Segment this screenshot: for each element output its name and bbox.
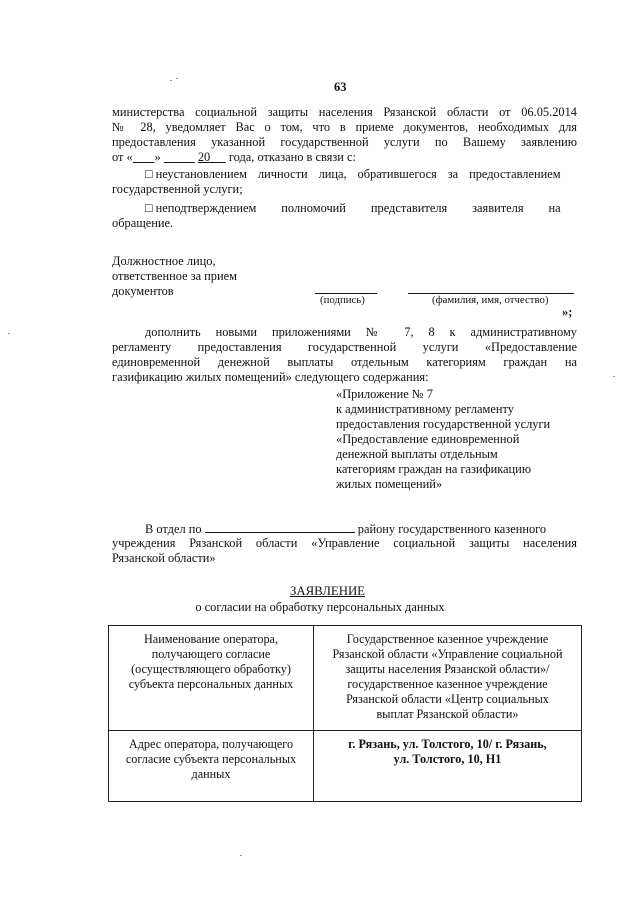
page-number: 63 <box>334 80 347 94</box>
date-suffix: года, отказано в связи с: <box>228 150 356 164</box>
statement-title: ЗАЯВЛЕНИЕ <box>289 584 366 598</box>
reason-1-text: неустановлением личности лица, обратившегося за предоставлением <box>155 167 561 181</box>
amendment-line-4: газификацию жилых помещений» следующего содержания: <box>112 370 429 384</box>
district-blank <box>205 521 355 533</box>
amendment-line-1: дополнить новыми приложениями № 7, 8 к административному <box>145 325 577 339</box>
table-row <box>109 731 582 802</box>
addressee-line-2: учреждения Рязанской области «Управление социальной защиты населения <box>112 536 577 550</box>
letter-line-3: предоставления указанной государственной услуги по Вашему заявлению <box>112 135 577 149</box>
appendix-line-6: категориям граждан на газификацию <box>336 462 532 476</box>
reason-2-text: неподтверждением полномочий представителя заявителя на <box>155 201 561 215</box>
table-cell-label: Адрес оператора, получающего согласие субъекта персональных данных <box>109 731 314 802</box>
appendix-line-5: денежной выплаты отдельным <box>336 447 498 461</box>
official-line-2: ответственное за прием <box>112 269 237 283</box>
closing-quote: »; <box>562 305 573 319</box>
scan-speck <box>170 80 172 81</box>
scan-speck <box>613 376 615 377</box>
table-cell-value: Государственное казенное учреждение Рязанской области «Управление социальной защиты населения Рязанской области»/ государственное казенное учреждение Рязанской области «Центр социальных выплат Рязанской области» <box>314 626 582 731</box>
letter-line-1: министерства социальной защиты населения Рязанской области от 06.05.2014 <box>112 105 577 119</box>
reason-1-cont: государственной услуги; <box>112 182 243 196</box>
checkbox-icon: □ <box>145 201 153 215</box>
checkbox-icon: □ <box>145 167 153 181</box>
official-line-3: документов <box>112 284 174 298</box>
amendment-line-3: единовременной денежной выплаты отдельным категориям граждан на <box>112 355 577 369</box>
reason-1 <box>145 167 577 182</box>
date-year: 20 <box>197 150 211 164</box>
appendix-line-3: предоставления государственной услуги <box>336 417 551 431</box>
addressee-line-3: Рязанской области» <box>112 551 216 565</box>
operator-table <box>108 625 582 802</box>
table-row <box>109 626 582 731</box>
scan-speck <box>8 333 10 334</box>
date-prefix: от « <box>112 150 133 164</box>
signature-caption: (подпись) <box>320 294 365 306</box>
table-cell-value: г. Рязань, ул. Толстого, 10/ г. Рязань, ул. Толстого, 10, Н1 <box>314 731 582 802</box>
reason-2-cont: обращение. <box>112 216 174 230</box>
letter-date-line <box>112 150 577 165</box>
scan-speck <box>240 855 242 856</box>
addressee-line-1 <box>145 521 577 537</box>
name-caption: (фамилия, имя, отчество) <box>432 294 549 306</box>
statement-subtitle: о согласии на обработку персональных данных <box>195 600 445 614</box>
date-day-blank <box>133 150 155 164</box>
letter-line-2: № 28, уведомляет Вас о том, что в приеме документов, необходимых для <box>112 120 577 134</box>
date-month-blank <box>164 150 195 164</box>
scan-speck <box>176 78 178 79</box>
appendix-line-1: «Приложение № 7 <box>336 387 433 401</box>
table-cell-label: Наименование оператора, получающего согласие (осуществляющего обработку) субъекта персональных данных <box>109 626 314 731</box>
addressee-suffix: району государственного казенного <box>357 522 547 536</box>
date-mid: » <box>154 150 161 164</box>
official-line-1: Должностное лицо, <box>112 254 216 268</box>
amendment-line-2: регламенту предоставления государственной услуги «Предоставление <box>112 340 577 354</box>
reason-2 <box>145 201 577 216</box>
appendix-line-2: к административному регламенту <box>336 402 514 416</box>
appendix-line-7: жилых помещений» <box>336 477 443 491</box>
appendix-line-4: «Предоставление единовременной <box>336 432 520 446</box>
addressee-prefix: В отдел по <box>145 522 202 536</box>
